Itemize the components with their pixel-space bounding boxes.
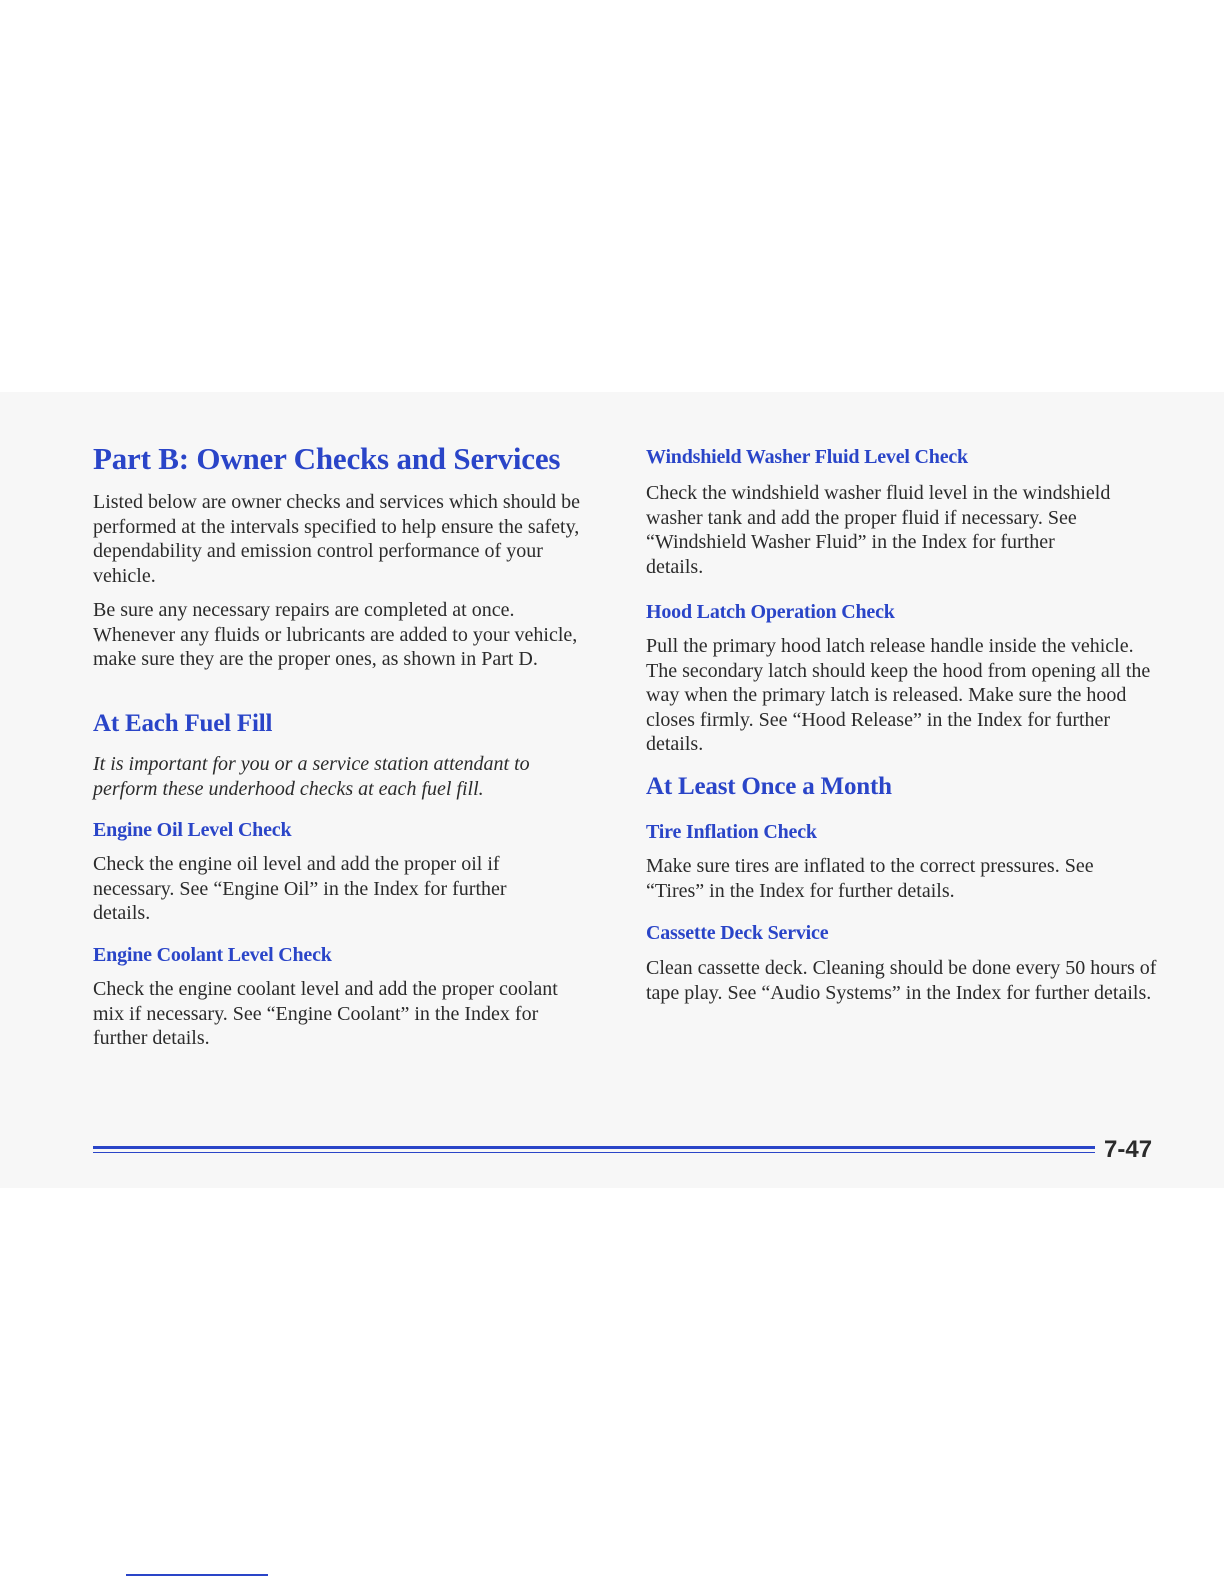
section-title-fuel-fill: At Each Fuel Fill <box>93 710 273 737</box>
hood-check-text: Pull the primary hood latch release handle inside the vehicle. The secondary latch should keep the hood from opening all the way when the primary latch is released. Make sure the hood closes firmly. See “Hood Release” in the Index for further details. <box>646 635 1151 755</box>
intro-paragraph-1: Listed below are owner checks and services which should be performed at the intervals specified to help ensure the safety, dependability and emission control performance of your vehicle. <box>93 491 581 587</box>
washer-check-text: Check the windshield washer fluid level in the windshield washer tank and add the proper fluid if necessary. See “Windshield Washer Fluid” in the Index for further details. <box>646 482 1111 578</box>
page-number: 7-47 <box>1104 1136 1153 1163</box>
footer-rule <box>93 1146 1095 1149</box>
cassette-service-title: Cassette Deck Service <box>646 922 829 944</box>
section-note-fuel-fill: It is important for you or a service station attendant to perform these underhood checks at each fuel fill. <box>93 753 530 800</box>
section-title-monthly: At Least Once a Month <box>646 773 892 800</box>
tire-check-title: Tire Inflation Check <box>646 821 817 843</box>
washer-check-title: Windshield Washer Fluid Level Check <box>646 446 968 468</box>
coolant-check-title: Engine Coolant Level Check <box>93 944 332 966</box>
oil-check-text: Check the engine oil level and add the proper oil if necessary. See “Engine Oil” in the Index for further details. <box>93 853 507 924</box>
oil-check-title: Engine Oil Level Check <box>93 819 292 841</box>
divider-line <box>126 1574 268 1576</box>
tire-check-text: Make sure tires are inflated to the correct pressures. See “Tires” in the Index for further details. <box>646 855 1094 902</box>
cassette-service-text: Clean cassette deck. Cleaning should be done every 50 hours of tape play. See “Audio Systems” in the Index for further details. <box>646 957 1157 1004</box>
hood-check-title: Hood Latch Operation Check <box>646 601 895 623</box>
intro-paragraph-2: Be sure any necessary repairs are completed at once. Whenever any fluids or lubricants are added to your vehicle, make sure they are the proper ones, as shown in Part D. <box>93 599 578 670</box>
page-title: Part B: Owner Checks and Services <box>93 441 561 476</box>
footer-rule-thin <box>93 1152 1095 1153</box>
coolant-check-text: Check the engine coolant level and add the proper coolant mix if necessary. See “Engine Coolant” in the Index for further details. <box>93 978 558 1049</box>
